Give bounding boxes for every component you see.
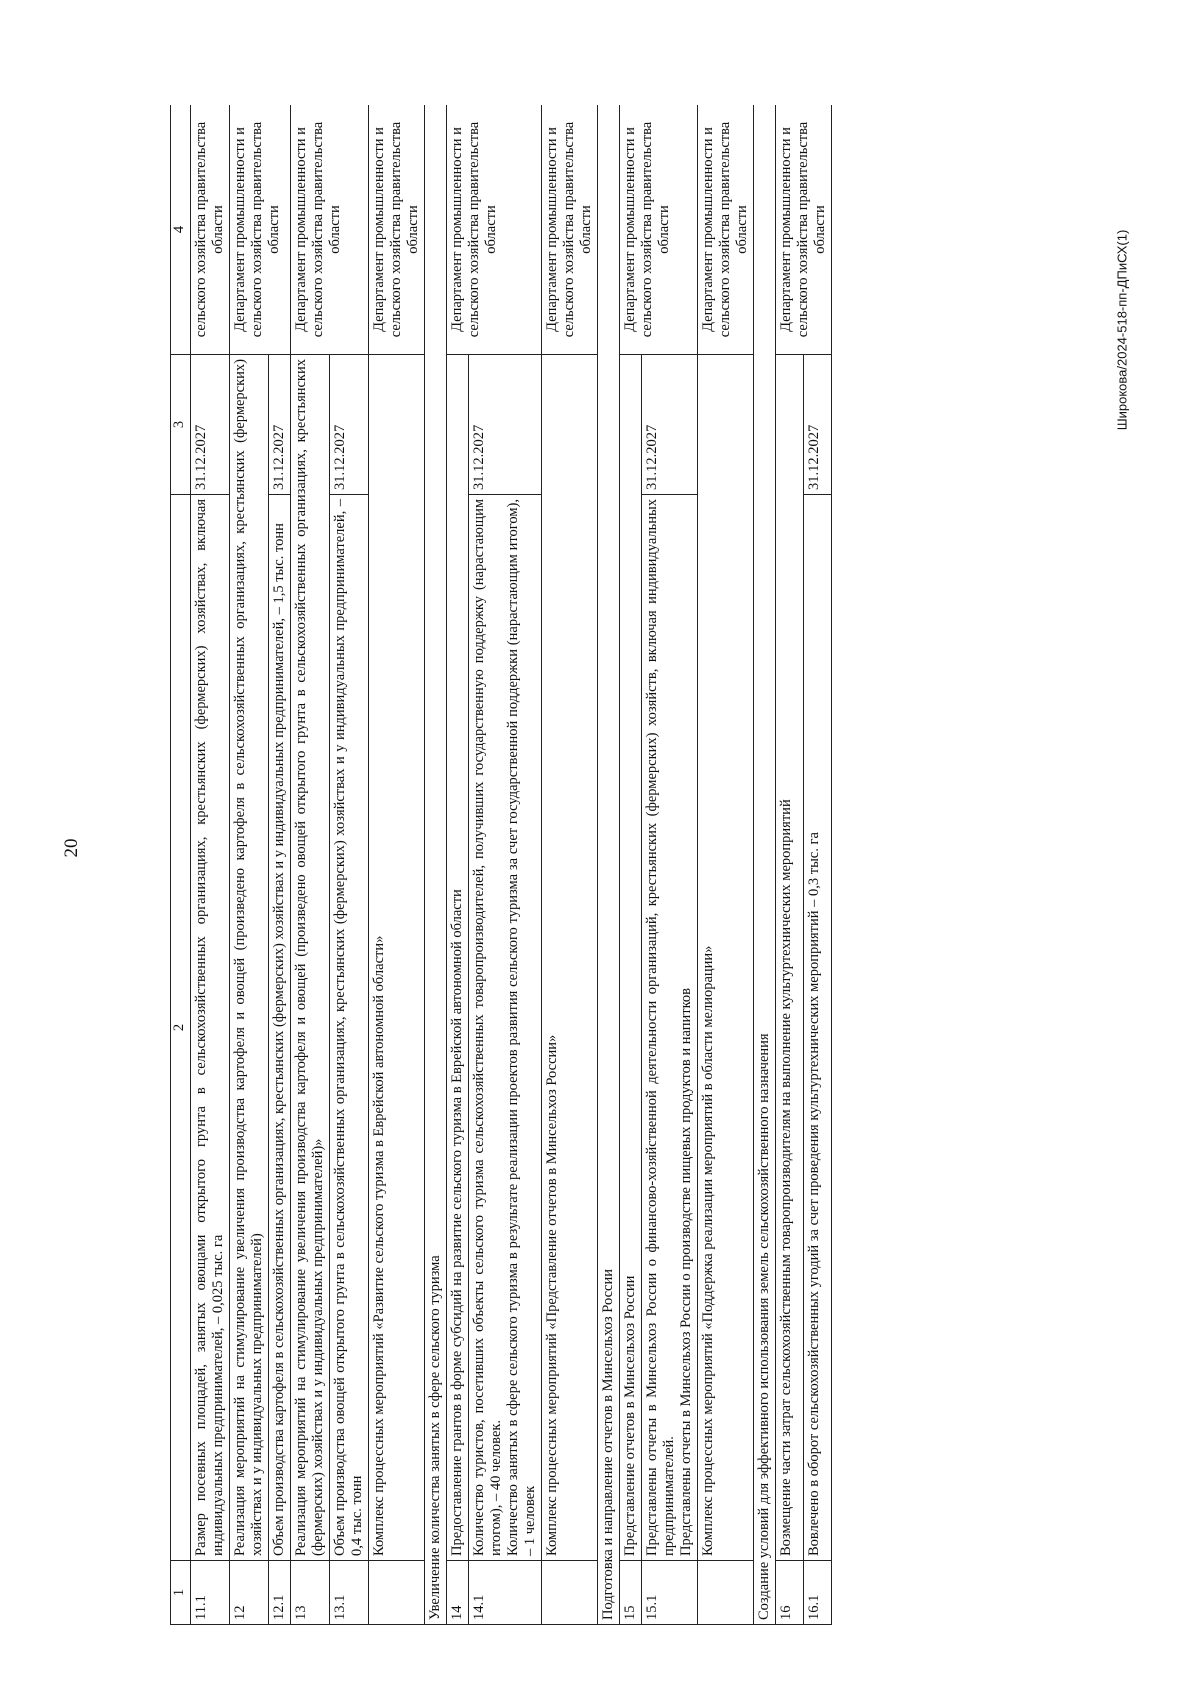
row-number: [542, 1561, 598, 1625]
section-title: Подготовка и направление отчетов в Минсельхоз России: [598, 105, 620, 1625]
header-col-4: 4: [171, 105, 191, 355]
row-text: [642, 495, 698, 1561]
row-text: Объем производства картофеля в сельскохозяйственных организациях, крестьянских (фермерских) хозяйствах и у индивидуальных предпринимателей, – 1,5 тыс. тонн: [269, 495, 291, 1561]
row-department: сельского хозяйства правительства области: [191, 105, 230, 355]
rotated-table-wrapper: [170, 105, 1008, 1625]
table-row: [447, 105, 469, 1625]
header-col-2: 2: [171, 495, 191, 1561]
table-row: [291, 105, 330, 1625]
row-text: Представление отчетов в Минсельхоз России: [620, 355, 642, 1561]
section-row: [425, 105, 447, 1625]
row-text-line-1: Представлены отчеты в Минсельхоз России о финансово-хозяйственной деятельности организаций, крестьянских (фермерских) хозяйств, включая индивидуальных предпринимателей.: [644, 499, 677, 1556]
row-number: 13.1: [330, 1561, 369, 1625]
row-department: Департамент промышленности и сельского хозяйства правительства области: [291, 105, 369, 355]
row-date: 31.12.2027: [642, 355, 698, 495]
row-number: 11.1: [191, 1561, 230, 1625]
table-row: [776, 105, 804, 1625]
table-frame: [170, 105, 1008, 1625]
row-text: Размер посевных площадей, занятых овощами открытого грунта в сельскохозяйственных организациях, крестьянских (фермерских) хозяйствах, включая индивидуальных предпринимателей, – 0,025 тыс. га: [191, 495, 230, 1561]
row-text: Комплекс процессных мероприятий «Представление отчетов в Минсельхоз России»: [542, 355, 598, 1561]
row-number: 14.1: [469, 1561, 542, 1625]
row-department: Департамент промышленности и сельского хозяйства правительства области: [369, 105, 425, 355]
section-row: [598, 105, 620, 1625]
page-number: 20: [61, 838, 82, 858]
table-row: [369, 105, 425, 1625]
section-row: [754, 105, 776, 1625]
row-date: 31.12.2027: [469, 355, 542, 495]
section-title: Создание условий для эффективного использования земель сельскохозяйственного назначения: [754, 105, 776, 1625]
header-col-3: 3: [171, 355, 191, 495]
document-code: Широкова/2024-518-пп-ДПиСХ(1): [1114, 229, 1130, 431]
row-number: 13: [291, 1561, 330, 1625]
header-col-1: 1: [171, 1561, 191, 1625]
table-row: [191, 105, 230, 1625]
row-department: Департамент промышленности и сельского хозяйства правительства области: [698, 105, 754, 355]
row-text: Реализация мероприятий на стимулирование увеличения производства картофеля и овощей (произведено картофеля в сельскохозяйственных организациях, крестьянских (фермерских) хозяйствах и у индивидуальных предпринимателей): [230, 355, 269, 1561]
table-row: [620, 105, 642, 1625]
row-number: 16.1: [804, 1561, 832, 1625]
row-text: Вовлечено в оборот сельскохозяйственных угодий за счет проведения культуртехнических мероприятий – 0,3 тыс. га: [804, 495, 832, 1561]
row-department: Департамент промышленности и сельского хозяйства правительства области: [776, 105, 832, 355]
row-number: 12: [230, 1561, 269, 1625]
row-date: 31.12.2027: [330, 355, 369, 495]
header-row: [171, 105, 191, 1625]
row-number: 16: [776, 1561, 804, 1625]
row-date: 31.12.2027: [804, 355, 832, 495]
row-number: [698, 1561, 754, 1625]
section-title: Увеличение количества занятых в сфере сельского туризма: [425, 105, 447, 1625]
row-department: Департамент промышленности и сельского хозяйства правительства области: [447, 105, 542, 355]
row-number: 15: [620, 1561, 642, 1625]
row-number: 14: [447, 1561, 469, 1625]
row-number: 15.1: [642, 1561, 698, 1625]
row-department: Департамент промышленности и сельского хозяйства правительства области: [230, 105, 291, 355]
row-department: Департамент промышленности и сельского хозяйства правительства области: [542, 105, 598, 355]
table-row: [698, 105, 754, 1625]
row-number: [369, 1561, 425, 1625]
table-row: [230, 105, 269, 1625]
row-text-line-2: Представлены отчеты в Минсельхоз России о производстве пищевых продуктов и напитков: [678, 987, 694, 1556]
row-text-line-2: Количество занятых в сфере сельского туризма в результате реализации проектов развития сельского туризма за счет государственной поддержки (нарастающим итогом), – 1 человек: [505, 499, 538, 1556]
table-row: [542, 105, 598, 1625]
row-text-line-1: Количество туристов, посетивших объекты сельского туризма сельскохозяйственных товаропроизводителей, получивших государственную поддержку (нарастающим итогом), – 40 человек.: [471, 499, 504, 1556]
row-text: Возмещение части затрат сельскохозяйственным товаропроизводителям на выполнение культуртехнических мероприятий: [776, 355, 804, 1561]
row-date: 31.12.2027: [269, 355, 291, 495]
row-department: Департамент промышленности и сельского хозяйства правительства области: [620, 105, 698, 355]
row-text: Предоставление грантов в форме субсидий на развитие сельского туризма в Еврейской автономной области: [447, 355, 469, 1561]
row-text: Объем производства овощей открытого грунта в сельскохозяйственных организациях, крестьянских (фермерских) хозяйствах и у индивидуальных предпринимателей, – 0,4 тыс. тонн: [330, 495, 369, 1561]
plan-table: [170, 105, 832, 1625]
row-text: Комплекс процессных мероприятий «Развитие сельского туризма в Еврейской автономной области»: [369, 355, 425, 1561]
row-text: Реализация мероприятий на стимулирование увеличения производства картофеля и овощей (произведено овощей открытого грунта в сельскохозяйственных организациях, крестьянских (фермерских) хозяйствах и у индивидуальных предпринимателей)»: [291, 355, 330, 1561]
row-text: Комплекс процессных мероприятий «Поддержка реализации мероприятий в области мелиорации»: [698, 355, 754, 1561]
row-number: 12.1: [269, 1561, 291, 1625]
row-date: 31.12.2027: [191, 355, 230, 495]
row-text: [469, 495, 542, 1561]
